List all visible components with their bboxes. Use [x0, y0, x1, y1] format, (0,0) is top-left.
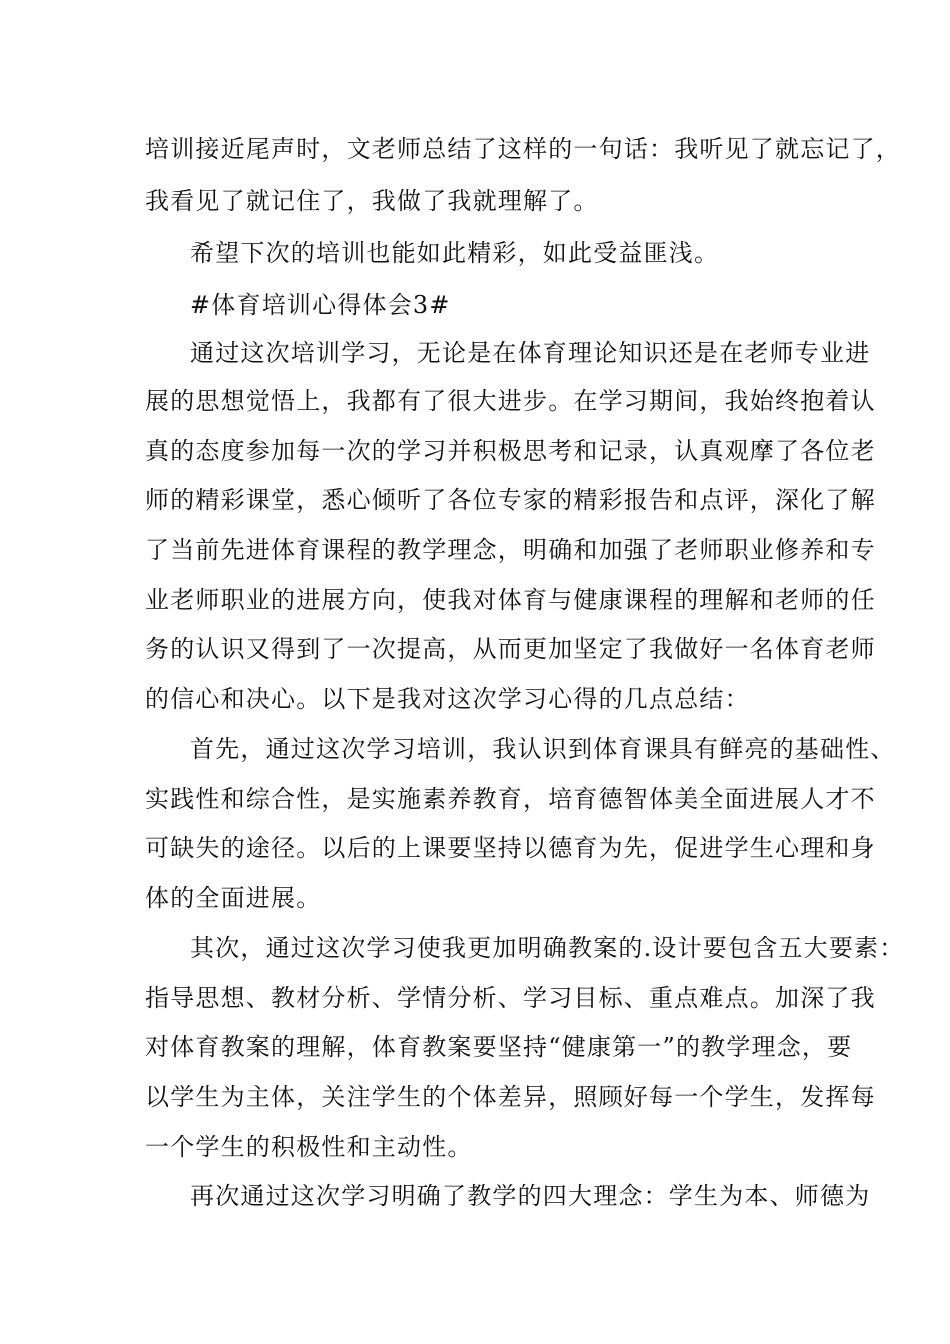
text-line: 业老师职业的进展方向，使我对体育与健康课程的理解和老师的任 [145, 586, 876, 614]
text-line: 我看见了就记住了，我做了我就理解了。 [145, 187, 599, 215]
text-line: 的信心和决心。以下是我对这次学习心得的几点总结： [145, 685, 750, 713]
text-line: 务的认识又得到了一次提高，从而更加坚定了我做好一名体育老师 [145, 635, 876, 663]
text-line: 再次通过这次学习明确了教学的四大理念：学生为本、师德为 [190, 1182, 871, 1210]
text-line: 实践性和综合性，是实施素养教育，培育德智体美全面进展人才不 [145, 785, 876, 813]
section-heading: #体育培训心得体会3# [190, 291, 451, 319]
text-line: 可缺失的途径。以后的上课要坚持以德育为先，促进学生心理和身 [145, 834, 876, 862]
text-line: 师的精彩课堂，悉心倾听了各位专家的精彩报告和点评，深化了解 [145, 486, 876, 514]
text-line: 真的态度参加每一次的学习并积极思考和记录，认真观摩了各位老 [145, 437, 876, 465]
text-line: 了当前先进体育课程的教学理念，明确和加强了老师职业修养和专 [145, 536, 876, 564]
text-line: 希望下次的培训也能如此精彩，如此受益匪浅。 [190, 239, 720, 267]
text-line: 指导思想、教材分析、学情分析、学习目标、重点难点。加深了我 [145, 984, 876, 1012]
text-line: 培训接近尾声时，文老师总结了这样的一句话：我听见了就忘记了， [145, 135, 901, 163]
text-line: 通过这次培训学习，无论是在体育理论知识还是在老师专业进 [190, 339, 871, 367]
text-line: 体的全面进展。 [145, 884, 322, 912]
text-line: 其次，通过这次学习使我更加明确教案的.设计要包含五大要素： [190, 934, 905, 962]
text-line: 对体育教案的理解，体育教案要坚持“健康第一”的教学理念，要 [145, 1033, 853, 1061]
text-line: 以学生为主体，关注学生的个体差异，照顾好每一个学生，发挥每 [145, 1083, 876, 1111]
text-line: 展的思想觉悟上，我都有了很大进步。在学习期间，我始终抱着认 [145, 387, 876, 415]
text-line: 首先，通过这次学习培训，我认识到体育课具有鲜亮的基础性、 [190, 735, 896, 763]
text-line: 一个学生的积极性和主动性。 [145, 1133, 473, 1161]
